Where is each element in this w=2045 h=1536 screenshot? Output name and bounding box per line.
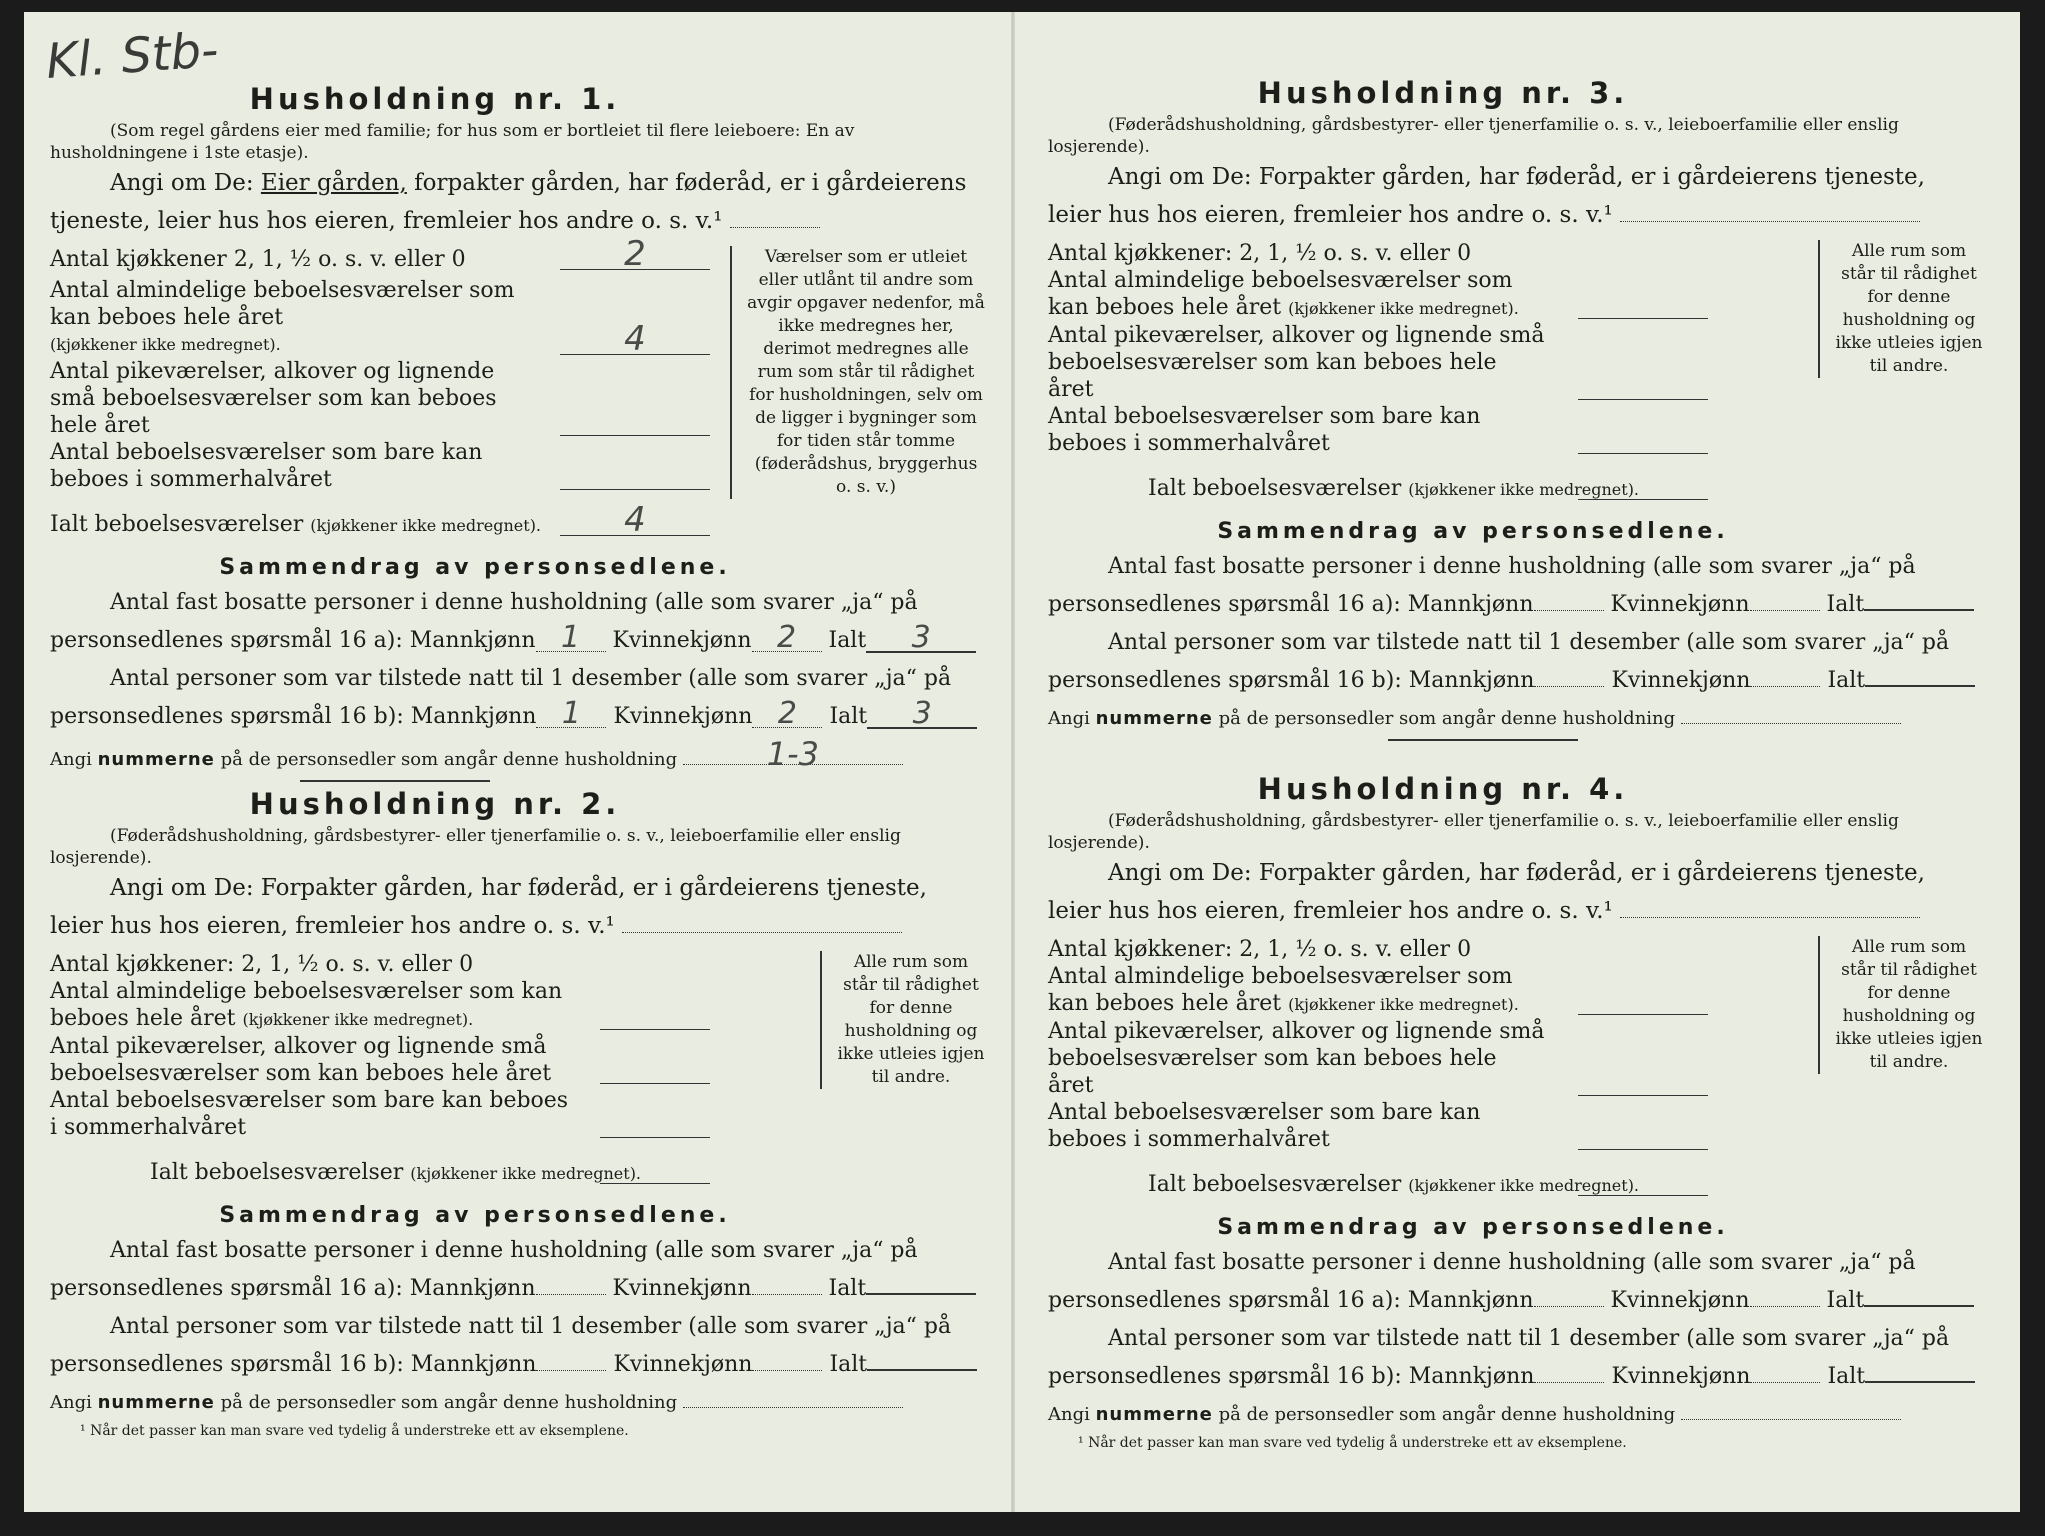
16b-female-answer[interactable] bbox=[1750, 1382, 1820, 1383]
row-total-label: Ialt beboelsesværelser bbox=[1148, 476, 1402, 501]
row-total-note: (kjøkkener ikke medregnet). bbox=[1408, 480, 1640, 499]
numbers-pre: Angi bbox=[1048, 1404, 1090, 1425]
male-label: Mannkjønn bbox=[409, 628, 536, 653]
row-small-rooms bbox=[1048, 322, 1708, 403]
household-1-title: Husholdning nr. 1. bbox=[249, 82, 621, 116]
16b-male-answer[interactable]: 1 bbox=[536, 701, 606, 728]
16a-female-answer[interactable] bbox=[1750, 1306, 1820, 1307]
16a-total-answer[interactable]: 3 bbox=[866, 625, 976, 653]
angi-answer-line[interactable] bbox=[1620, 220, 1920, 222]
row-kitchens-label: Antal kjøkkener 2, 1, ½ o. s. v. eller 0 bbox=[50, 247, 466, 272]
row-total-label: Ialt beboelsesværelser bbox=[1148, 1172, 1402, 1197]
row-ordinary-rooms-note: (kjøkkener ikke medregnet). bbox=[1288, 299, 1519, 318]
household-4-intro: (Føderådshusholdning, gårdsbestyrer- eller tjenerfamilie o. s. v., leieboerfamilie eller enslig losjerende). bbox=[1048, 811, 1899, 853]
row-small-rooms bbox=[1048, 1018, 1708, 1099]
row-summer-rooms-label: Antal beboelsesværelser som bare kan beboes i sommerhalvåret bbox=[1048, 1100, 1481, 1152]
summary-title: Sammendrag av personsedlene. bbox=[219, 1203, 731, 1228]
summary-16b bbox=[1048, 1320, 1978, 1396]
row-ordinary-rooms-label: Antal almindelige beboelsesværelser som kan beboes hele året bbox=[1048, 268, 1513, 320]
household-4 bbox=[1048, 772, 1983, 1451]
total-rooms-answer[interactable] bbox=[600, 1157, 710, 1184]
row-kitchens bbox=[50, 951, 710, 978]
16b-female-answer[interactable]: 2 bbox=[752, 701, 822, 728]
angi-answer-line[interactable] bbox=[1620, 916, 1920, 918]
row-kitchens bbox=[50, 234, 710, 274]
household-2-angi bbox=[50, 869, 980, 945]
numbers-post: på de personsedler som angår denne husholdning bbox=[220, 749, 678, 770]
household-1-side-note: Værelser som er utleiet eller utlånt til andre som avgir opgaver nedenfor, må ikke medregnes her, derimot medregnes alle rum som står til rådighet for husholdningen, selv om de ligger i bygninger som for tiden står tomme (føderådshus, bryggerhus o. s. v.) bbox=[730, 246, 986, 499]
angi-text: Angi om De: Forpakter gården, har føderåd, er i gårdeierens tjeneste, leier hus hos eieren, fremleier hos andre o. s. v.¹ bbox=[1048, 164, 1925, 228]
small-rooms-answer[interactable] bbox=[560, 409, 710, 436]
left-page bbox=[50, 12, 985, 1502]
16b-total-answer[interactable] bbox=[867, 1369, 977, 1371]
numbers-bold: nummerne bbox=[1095, 708, 1213, 729]
room-rows bbox=[50, 234, 710, 540]
row-ordinary-rooms-label: Antal almindelige beboelsesværelser som kan beboes hele året bbox=[50, 278, 515, 330]
numbers-answer[interactable] bbox=[1681, 1419, 1901, 1420]
16b-total-answer[interactable] bbox=[1865, 1381, 1975, 1383]
numbers-bold: nummerne bbox=[97, 1392, 215, 1413]
female-label: Kvinnekjønn bbox=[1611, 1364, 1751, 1389]
summary-title: Sammendrag av personsedlene. bbox=[219, 555, 731, 580]
16a-female-answer[interactable] bbox=[1750, 610, 1820, 611]
numbers-answer[interactable] bbox=[683, 1407, 903, 1408]
total-rooms-answer[interactable] bbox=[1578, 473, 1708, 500]
row-summer-rooms-label: Antal beboelsesværelser som bare kan beboes i sommerhalvåret bbox=[1048, 404, 1481, 456]
row-kitchens bbox=[1048, 936, 1708, 963]
numbers-row bbox=[50, 1392, 980, 1413]
row-small-rooms bbox=[50, 358, 710, 439]
angi-owner-underlined[interactable]: Eier gården, bbox=[260, 170, 407, 196]
right-page bbox=[1048, 12, 1983, 1502]
total-label: Ialt bbox=[1827, 1364, 1866, 1389]
row-ordinary-rooms-note: (kjøkkener ikke medregnet). bbox=[50, 335, 281, 354]
summer-rooms-answer[interactable] bbox=[600, 1111, 710, 1138]
household-1-rooms bbox=[50, 234, 985, 540]
numbers-post: på de personsedler som angår denne husholdning bbox=[1218, 1404, 1676, 1425]
total-rooms-answer[interactable]: 4 bbox=[560, 505, 710, 536]
household-1-summary bbox=[50, 555, 980, 782]
male-label: Mannkjønn bbox=[410, 704, 537, 729]
row-summer-rooms bbox=[50, 1087, 710, 1141]
16a-total-answer[interactable] bbox=[1864, 1305, 1974, 1307]
16a-female-answer[interactable] bbox=[752, 1294, 822, 1295]
angi-text: Angi om De: Forpakter gården, har føderåd, er i gårdeierens tjeneste, leier hus hos eieren, fremleier hos andre o. s. v.¹ bbox=[1048, 860, 1925, 924]
row-ordinary-rooms bbox=[1048, 963, 1708, 1018]
row-kitchens-label: Antal kjøkkener: 2, 1, ½ o. s. v. eller 0 bbox=[1048, 241, 1472, 266]
summer-rooms-answer[interactable] bbox=[560, 463, 710, 490]
row-total-label: Ialt beboelsesværelser bbox=[50, 512, 304, 537]
row-ordinary-rooms bbox=[50, 978, 710, 1033]
numbers-answer[interactable]: 1-3 bbox=[683, 744, 903, 765]
numbers-row bbox=[50, 735, 980, 773]
16b-male-answer[interactable] bbox=[1534, 1382, 1604, 1383]
summary-16a bbox=[1048, 1244, 1978, 1320]
male-label: Mannkjønn bbox=[1407, 1288, 1534, 1313]
male-label: Mannkjønn bbox=[1408, 668, 1535, 693]
household-4-side-note: Alle rum som står til rådighet for denne husholdning og ikke utleies igjen til andre. bbox=[1818, 936, 1984, 1074]
page-fold bbox=[1011, 12, 1015, 1512]
household-2-side-note: Alle rum som står til rådighet for denne husholdning og ikke utleies igjen til andre. bbox=[820, 951, 986, 1089]
total-label: Ialt bbox=[829, 1352, 868, 1377]
handwritten-note: Kl. Stb- bbox=[44, 22, 221, 90]
summary-16a bbox=[50, 584, 980, 660]
summer-rooms-answer[interactable] bbox=[1578, 427, 1708, 454]
room-rows bbox=[1048, 240, 1708, 503]
summary-16b-text: Antal personer som var tilstede natt til 1 desember (alle som svarer „ja“ på personsedlenes spørsmål 16 b): bbox=[1048, 630, 1950, 693]
household-3-summary bbox=[1048, 519, 1978, 741]
household-3 bbox=[1048, 76, 1983, 741]
household-2-rooms bbox=[50, 951, 985, 1187]
female-label: Kvinnekjønn bbox=[1611, 668, 1751, 693]
numbers-pre: Angi bbox=[1048, 708, 1090, 729]
male-label: Mannkjønn bbox=[410, 1352, 537, 1377]
section-divider bbox=[1388, 739, 1578, 741]
row-total-rooms bbox=[1048, 475, 1708, 503]
row-ordinary-rooms-label: Antal almindelige beboelsesværelser som kan beboes hele året bbox=[50, 979, 563, 1031]
16b-total-answer[interactable]: 3 bbox=[867, 701, 977, 729]
male-label: Mannkjønn bbox=[1407, 592, 1534, 617]
row-small-rooms-label: Antal pikeværelser, alkover og lignende små beboelsesværelser som kan beboes hele året bbox=[50, 359, 497, 438]
female-label: Kvinnekjønn bbox=[612, 1276, 752, 1301]
small-rooms-answer[interactable] bbox=[1578, 373, 1708, 400]
ordinary-rooms-answer[interactable] bbox=[600, 1003, 710, 1030]
summary-16b bbox=[50, 660, 980, 736]
row-small-rooms-label: Antal pikeværelser, alkover og lignende små beboelsesværelser som kan beboes hele året bbox=[50, 1034, 552, 1086]
row-total-rooms bbox=[50, 1159, 710, 1187]
household-2-summary bbox=[50, 1203, 980, 1439]
female-label: Kvinnekjønn bbox=[613, 1352, 753, 1377]
row-small-rooms-label: Antal pikeværelser, alkover og lignende små beboelsesværelser som kan beboes hele året bbox=[1048, 323, 1545, 402]
summary-16b-text: Antal personer som var tilstede natt til 1 desember (alle som svarer „ja“ på personsedlenes spørsmål 16 b): bbox=[1048, 1326, 1950, 1389]
total-rooms-answer[interactable] bbox=[1578, 1169, 1708, 1196]
female-label: Kvinnekjønn bbox=[1610, 592, 1750, 617]
kitchens-answer[interactable]: 2 bbox=[560, 239, 710, 270]
household-4-angi bbox=[1048, 854, 1978, 930]
row-summer-rooms bbox=[1048, 1099, 1708, 1153]
ordinary-rooms-answer[interactable]: 4 bbox=[560, 324, 710, 355]
household-1 bbox=[50, 82, 985, 782]
16b-female-answer[interactable] bbox=[752, 1370, 822, 1371]
16b-female-answer[interactable] bbox=[1750, 686, 1820, 687]
household-4-rooms bbox=[1048, 936, 1983, 1199]
16b-total-answer[interactable] bbox=[1865, 685, 1975, 687]
female-label: Kvinnekjønn bbox=[612, 628, 752, 653]
row-total-note: (kjøkkener ikke medregnet). bbox=[310, 516, 542, 535]
summary-16b bbox=[1048, 624, 1978, 700]
ordinary-rooms-answer[interactable] bbox=[1578, 292, 1708, 319]
row-small-rooms bbox=[50, 1033, 710, 1087]
room-rows bbox=[50, 951, 710, 1187]
household-4-summary bbox=[1048, 1215, 1978, 1451]
household-3-angi bbox=[1048, 158, 1978, 234]
row-total-label: Ialt beboelsesværelser bbox=[150, 1160, 404, 1185]
male-label: Mannkjønn bbox=[409, 1276, 536, 1301]
row-kitchens-label: Antal kjøkkener: 2, 1, ½ o. s. v. eller 0 bbox=[50, 952, 474, 977]
row-kitchens-label: Antal kjøkkener: 2, 1, ½ o. s. v. eller 0 bbox=[1048, 937, 1472, 962]
small-rooms-answer[interactable] bbox=[1578, 1069, 1708, 1096]
numbers-pre: Angi bbox=[50, 749, 92, 770]
row-ordinary-rooms-note: (kjøkkener ikke medregnet). bbox=[242, 1010, 474, 1029]
16a-total-answer[interactable] bbox=[1864, 609, 1974, 611]
total-label: Ialt bbox=[828, 1276, 867, 1301]
summary-title: Sammendrag av personsedlene. bbox=[1217, 1215, 1729, 1240]
summary-16b-text: Antal personer som var tilstede natt til 1 desember (alle som svarer „ja“ på personsedlenes spørsmål 16 b): bbox=[50, 666, 952, 729]
summary-16b bbox=[50, 1308, 980, 1384]
summary-16a-text: Antal fast bosatte personer i denne husholdning (alle som svarer „ja“ på personsedlenes spørsmål 16 a): bbox=[1048, 1250, 1916, 1313]
household-2-title: Husholdning nr. 2. bbox=[249, 787, 621, 821]
16a-female-answer[interactable]: 2 bbox=[752, 625, 822, 652]
small-rooms-answer[interactable] bbox=[600, 1057, 710, 1084]
16a-male-answer[interactable] bbox=[536, 1294, 606, 1295]
numbers-post: på de personsedler som angår denne husholdning bbox=[220, 1392, 678, 1413]
16a-male-answer[interactable] bbox=[1534, 1306, 1604, 1307]
16a-male-answer[interactable] bbox=[1534, 610, 1604, 611]
row-ordinary-rooms-label: Antal almindelige beboelsesværelser som kan beboes hele året bbox=[1048, 964, 1513, 1016]
total-label: Ialt bbox=[1826, 592, 1865, 617]
row-summer-rooms-label: Antal beboelsesværelser som bare kan beboes i sommerhalvåret bbox=[50, 1088, 569, 1140]
summary-16a bbox=[50, 1232, 980, 1308]
angi-answer-line[interactable] bbox=[730, 226, 820, 228]
row-total-rooms bbox=[50, 500, 710, 540]
summer-rooms-answer[interactable] bbox=[1578, 1123, 1708, 1150]
female-label: Kvinnekjønn bbox=[613, 704, 753, 729]
angi-prefix: Angi om De: bbox=[110, 170, 254, 196]
row-total-rooms bbox=[1048, 1171, 1708, 1199]
household-4-title: Husholdning nr. 4. bbox=[1257, 772, 1629, 806]
male-label: Mannkjønn bbox=[1408, 1364, 1535, 1389]
footnote: ¹ Når det passer kan man svare ved tydelig å understreke ett av eksemplene. bbox=[80, 1423, 629, 1439]
total-label: Ialt bbox=[828, 628, 867, 653]
numbers-row bbox=[1048, 708, 1978, 729]
summary-16a bbox=[1048, 548, 1978, 624]
ordinary-rooms-answer[interactable] bbox=[1578, 988, 1708, 1015]
household-3-title: Husholdning nr. 3. bbox=[1257, 76, 1629, 110]
16b-male-answer[interactable] bbox=[1534, 686, 1604, 687]
row-summer-rooms-label: Antal beboelsesværelser som bare kan beboes i sommerhalvåret bbox=[50, 440, 483, 492]
total-label: Ialt bbox=[829, 704, 868, 729]
16b-male-answer[interactable] bbox=[536, 1370, 606, 1371]
row-total-note: (kjøkkener ikke medregnet). bbox=[410, 1164, 642, 1183]
angi-answer-line[interactable] bbox=[622, 931, 902, 933]
summary-16a-text: Antal fast bosatte personer i denne husholdning (alle som svarer „ja“ på personsedlenes spørsmål 16 a): bbox=[50, 590, 918, 653]
numbers-row bbox=[1048, 1404, 1978, 1425]
summary-title: Sammendrag av personsedlene. bbox=[1217, 519, 1729, 544]
angi-rest: forpakter gården, har føderåd, er i gårdeierens tjeneste, leier hus hos eieren, fremleier hos andre o. s. v.¹ bbox=[50, 170, 967, 234]
household-3-intro: (Føderådshusholdning, gårdsbestyrer- eller tjenerfamilie o. s. v., leieboerfamilie eller enslig losjerende). bbox=[1048, 115, 1899, 157]
row-kitchens bbox=[1048, 240, 1708, 267]
household-3-side-note: Alle rum som står til rådighet for denne husholdning og ikke utleies igjen til andre. bbox=[1818, 240, 1984, 378]
angi-text: Angi om De: Forpakter gården, har føderåd, er i gårdeierens tjeneste, leier hus hos eieren, fremleier hos andre o. s. v.¹ bbox=[50, 875, 927, 939]
household-1-angi bbox=[50, 164, 980, 240]
summary-16a-text: Antal fast bosatte personer i denne husholdning (alle som svarer „ja“ på personsedlenes spørsmål 16 a): bbox=[1048, 554, 1916, 617]
16a-total-answer[interactable] bbox=[866, 1293, 976, 1295]
section-divider bbox=[300, 780, 490, 782]
summary-16a-text: Antal fast bosatte personer i denne husholdning (alle som svarer „ja“ på personsedlenes spørsmål 16 a): bbox=[50, 1238, 918, 1301]
summary-16b-text: Antal personer som var tilstede natt til 1 desember (alle som svarer „ja“ på personsedlenes spørsmål 16 b): bbox=[50, 1314, 952, 1377]
room-rows bbox=[1048, 936, 1708, 1199]
total-label: Ialt bbox=[1827, 668, 1866, 693]
numbers-post: på de personsedler som angår denne husholdning bbox=[1218, 708, 1676, 729]
row-small-rooms-label: Antal pikeværelser, alkover og lignende små beboelsesværelser som kan beboes hele året bbox=[1048, 1019, 1545, 1098]
numbers-answer[interactable] bbox=[1681, 723, 1901, 724]
row-ordinary-rooms-note: (kjøkkener ikke medregnet). bbox=[1288, 995, 1519, 1014]
household-1-intro: (Som regel gårdens eier med familie; for hus som er bortleiet til flere leieboere: En av husholdningene i 1ste etasje). bbox=[50, 121, 855, 163]
row-summer-rooms bbox=[50, 439, 710, 493]
row-summer-rooms bbox=[1048, 403, 1708, 457]
row-ordinary-rooms bbox=[50, 277, 710, 358]
numbers-pre: Angi bbox=[50, 1392, 92, 1413]
female-label: Kvinnekjønn bbox=[1610, 1288, 1750, 1313]
household-2-intro: (Føderådshusholdning, gårdsbestyrer- eller tjenerfamilie o. s. v., leieboerfamilie eller enslig losjerende). bbox=[50, 826, 901, 868]
numbers-bold: nummerne bbox=[97, 749, 215, 770]
16a-male-answer[interactable]: 1 bbox=[536, 625, 606, 652]
household-2 bbox=[50, 787, 985, 1439]
row-total-note: (kjøkkener ikke medregnet). bbox=[1408, 1176, 1640, 1195]
numbers-bold: nummerne bbox=[1095, 1404, 1213, 1425]
footnote: ¹ Når det passer kan man svare ved tydelig å understreke ett av eksemplene. bbox=[1078, 1435, 1627, 1451]
household-3-rooms bbox=[1048, 240, 1983, 503]
total-label: Ialt bbox=[1826, 1288, 1865, 1313]
row-ordinary-rooms bbox=[1048, 267, 1708, 322]
